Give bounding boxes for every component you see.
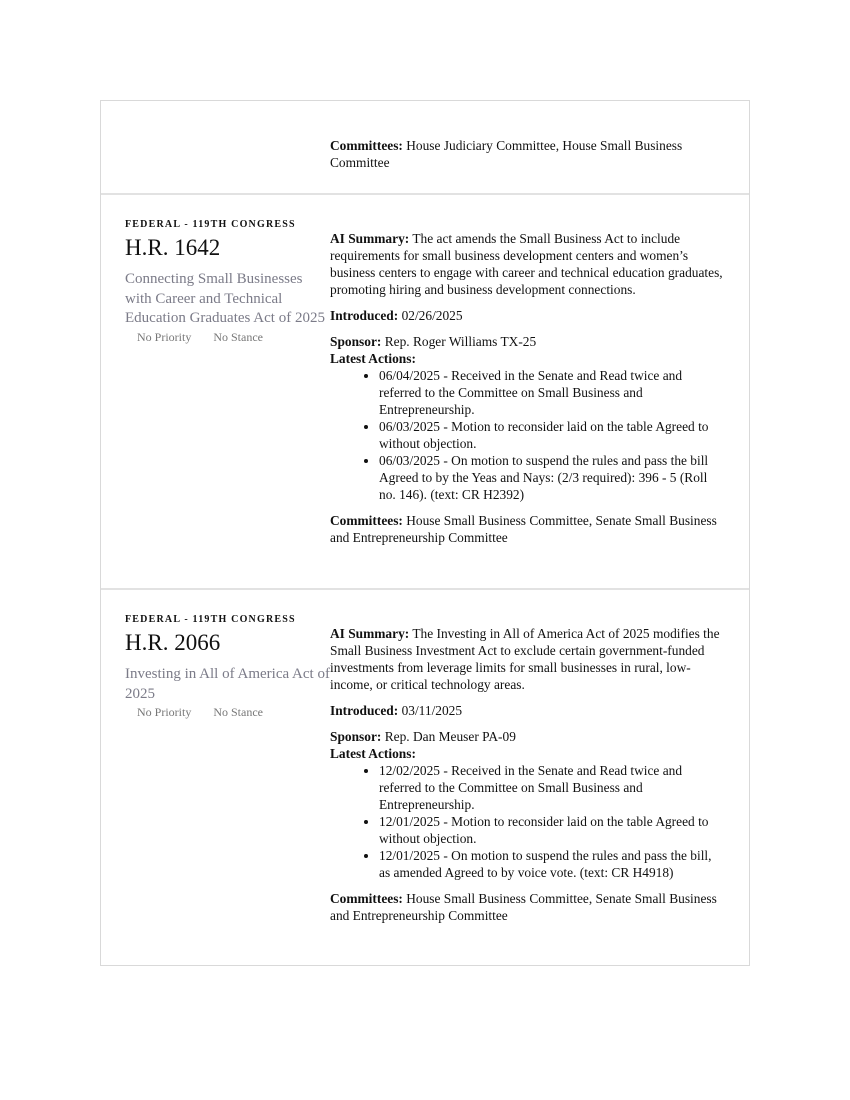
committees (330, 137, 725, 171)
bill-meta-empty (101, 101, 330, 193)
introduced (330, 702, 725, 719)
sponsor-name: Rep. Roger Williams TX-25 (384, 334, 537, 349)
latest-actions-list (330, 762, 725, 881)
committees-value: House Small Business Committee, Senate Small Business and Entrepreneurship Committee (330, 513, 717, 545)
bill-number[interactable]: H.R. 1642 (125, 235, 221, 260)
action-item: • 12/01/2025 - On motion to suspend the rules and pass the bill, as amended Agreed to by voice vote. (text: CR H4918) (379, 847, 725, 881)
introduced-date: 03/11/2025 (401, 703, 463, 718)
bill-details (330, 101, 725, 193)
bill-title[interactable]: Connecting Small Businesses with Career and Technical Education Graduates Act of 2025 (125, 271, 325, 326)
bill-title[interactable]: Investing in All of America Act of 2025 (125, 666, 330, 702)
action-item: • 12/01/2025 - Motion to reconsider laid on the table Agreed to without objection. (379, 813, 725, 847)
priority-tag[interactable]: No Priority (137, 705, 192, 719)
priority-tag[interactable]: No Priority (137, 329, 192, 344)
ai-summary-label: AI Summary: (330, 231, 410, 246)
stance-tag[interactable]: No Stance (213, 705, 263, 719)
latest-actions-label: Latest Actions: (330, 746, 416, 761)
introduced-label: Introduced: (330, 308, 399, 323)
committees (330, 512, 725, 546)
introduced (330, 307, 725, 324)
bill-row (101, 193, 749, 588)
bill-row-continued (101, 101, 749, 193)
ai-summary-label: AI Summary: (330, 626, 410, 641)
bill-table (100, 100, 750, 966)
ai-summary-text: The Investing in All of America Act of 2025 modifies the Small Business Investment Act to exclude certain government-funded investments from leverage limits for small businesses in rural, low-income, or critical technology areas. (330, 626, 720, 692)
ai-summary (330, 625, 725, 693)
action-item: • 06/03/2025 - On motion to suspend the rules and pass the bill Agreed to by the Yeas and Nays: (2/3 required): 396 - 5 (Roll no. 146). (text: CR H2392) (379, 452, 725, 503)
introduced-label: Introduced: (330, 703, 399, 718)
sponsor (330, 333, 725, 350)
bill-meta (101, 195, 330, 588)
ai-summary (330, 230, 725, 298)
latest-actions-list (330, 367, 725, 503)
bill-tags (125, 329, 330, 345)
latest-actions-label: Latest Actions: (330, 351, 416, 366)
committees (330, 890, 725, 924)
committees-value: House Small Business Committee, Senate Small Business and Entrepreneurship Committee (330, 891, 717, 923)
action-item: • 06/04/2025 - Received in the Senate and Read twice and referred to the Committee on Small Business and Entrepreneurship. (379, 367, 725, 418)
stance-tag[interactable]: No Stance (213, 329, 263, 344)
committees-value: House Judiciary Committee, House Small Business Committee (330, 138, 683, 170)
sponsor-name: Rep. Dan Meuser PA-09 (384, 729, 516, 744)
sponsor-label: Sponsor: (330, 729, 382, 744)
jurisdiction-label: FEDERAL - 119TH CONGRESS (125, 614, 296, 625)
action-item: • 12/02/2025 - Received in the Senate and Read twice and referred to the Committee on Small Business and Entrepreneurship. (379, 762, 725, 813)
sponsor-label: Sponsor: (330, 334, 382, 349)
bill-details (330, 590, 725, 965)
action-item: • 06/03/2025 - Motion to reconsider laid on the table Agreed to without objection. (379, 418, 725, 452)
committees-label: Committees: (330, 891, 403, 906)
sponsor (330, 728, 725, 745)
ai-summary-text: The act amends the Small Business Act to include requirements for small business development centers and women’s business centers to engage with career and technical education graduates, promoting hiring and business development connections. (330, 231, 723, 297)
bill-row (101, 588, 749, 965)
introduced-date: 02/26/2025 (401, 308, 463, 323)
bill-meta (101, 590, 330, 965)
jurisdiction-label: FEDERAL - 119TH CONGRESS (125, 219, 296, 230)
committees-label: Committees: (330, 513, 403, 528)
bill-number[interactable]: H.R. 2066 (125, 630, 221, 655)
bill-tags (125, 704, 330, 720)
bill-details (330, 195, 725, 588)
committees-label: Committees: (330, 138, 403, 153)
